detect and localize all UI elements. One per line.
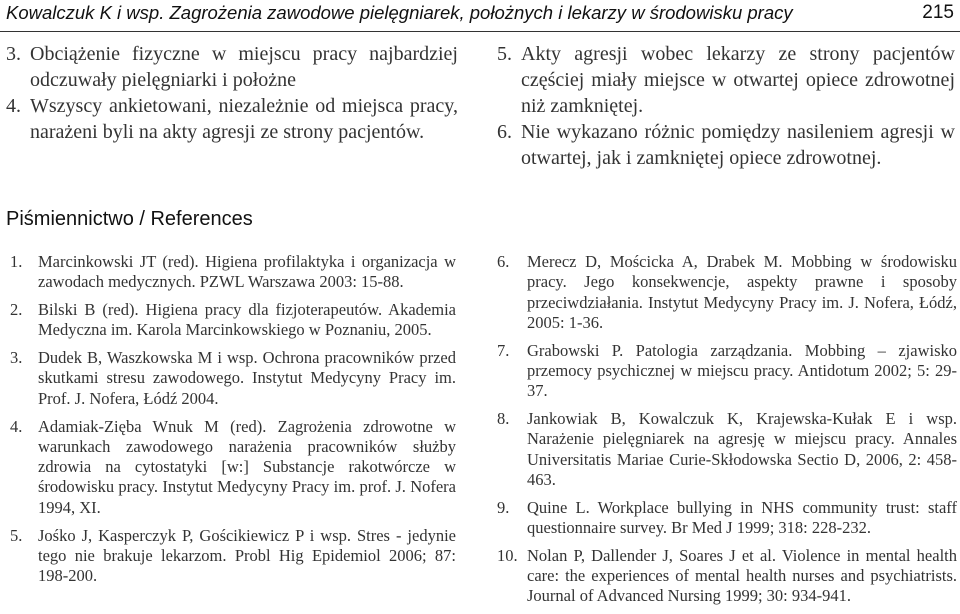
reference-number: 5. (10, 525, 23, 545)
conclusion-item (6, 93, 458, 145)
conclusion-text: Wszyscy ankietowani, niezależnie od miejsca pracy, narażeni byli na akty agresji ze strony pacjentów. (30, 95, 458, 143)
reference-number: 1. (10, 252, 23, 271)
reference-text: Jośko J, Kasperczyk P, Gościkiewicz P i wsp. Stres - jedynie tego nie brakuje lekarzom. Probl Hig Epidemiol 2006; 87: 198-200. (38, 525, 456, 586)
reference-item (497, 252, 957, 333)
reference-number: 2. (10, 300, 23, 320)
references-left-column (10, 252, 456, 594)
page-header (6, 0, 954, 34)
reference-number: 8. (497, 409, 510, 429)
conclusion-number: 6. (497, 121, 512, 143)
reference-item (10, 417, 456, 518)
reference-item (497, 341, 957, 402)
reference-item (10, 526, 456, 587)
reference-item (10, 252, 456, 293)
conclusions-left-column (6, 41, 458, 145)
reference-text: Nolan P, Dallender J, Soares J et al. Violence in mental health care: the experiences of mental health nurses and psychiatrists. Journal of Advanced Nursing 1999; 30: 934-941. (527, 545, 957, 606)
page-number: 215 (922, 2, 954, 23)
reference-text: Marcinkowski JT (red). Higiena profilaktyka i organizacja w zawodach medycznych. PZWL Warszawa 2003: 15-88. (38, 252, 456, 292)
conclusion-item (6, 41, 458, 93)
reference-item (497, 498, 957, 539)
references-heading: Piśmiennictwo / References (6, 208, 253, 230)
reference-number: 10. (497, 545, 518, 565)
reference-text: Merecz D, Mościcka A, Drabek M. Mobbing w środowisku pracy. Jego konsekwencje, aspekty prawne i sposoby przeciwdziałania. Instytut Medycyny Pracy im. J. Nofera, Łódź, 2005: 1-36. (527, 252, 957, 332)
reference-number: 9. (497, 497, 510, 517)
running-title: Kowalczuk K i wsp. Zagrożenia zawodowe pielęgniarek, położnych i lekarzy w środowisku pracy (6, 2, 793, 23)
reference-number: 4. (10, 416, 23, 436)
reference-text: Adamiak-Zięba Wnuk M (red). Zagrożenia zdrowotne w warunkach zawodowego narażenia pracowników służby zdrowia na cytostatyki [w:] Substancje rakotwórcze w środowisku pracy. Instytut Medycyny Pracy im. prof. J. Nofera 1994, XI. (38, 416, 456, 517)
reference-text: Quine L. Workplace bullying in NHS community trust: staff questionnaire survey. Br Med J 1999; 318: 228-232. (527, 497, 957, 538)
reference-item (10, 300, 456, 341)
reference-number: 3. (10, 348, 23, 368)
conclusion-number: 3. (6, 43, 21, 65)
reference-item (10, 348, 456, 409)
reference-number: 7. (497, 340, 510, 360)
conclusion-text: Obciążenie fizyczne w miejscu pracy najbardziej odczuwały pielęgniarki i położne (30, 43, 458, 91)
reference-item (497, 409, 957, 490)
reference-text: Jankowiak B, Kowalczuk K, Krajewska-Kułak E i wsp. Narażenie pielęgniarek na agresję w miejscu pracy. Annales Universitatis Mariae Curie-Skłodowska Sectio D, 2006, 2: 458-463. (527, 409, 957, 489)
reference-text: Dudek B, Waszkowska M i wsp. Ochrona pracowników przed skutkami stresu zawodowego. Instytut Medycyny Pracy im. Prof. J. Nofera, Łódź 2004. (38, 348, 456, 408)
reference-text: Bilski B (red). Higiena pracy dla fizjoterapeutów. Akademia Medyczna im. Karola Marcinkowskiego w Poznaniu, 2005. (38, 300, 456, 340)
conclusion-number: 5. (497, 43, 512, 65)
header-divider (0, 31, 960, 32)
reference-text: Grabowski P. Patologia zarządzania. Mobbing – zjawisko przemocy psychicznej w miejscu pracy. Antidotum 2002; 5: 29-37. (527, 340, 957, 401)
conclusion-item (497, 119, 955, 171)
references-right-column (497, 252, 957, 614)
conclusion-item (497, 41, 955, 119)
reference-item (497, 546, 957, 607)
conclusion-text: Nie wykazano różnic pomiędzy nasileniem agresji w otwartej, jak i zamkniętej opiece zdrowotnej. (521, 121, 955, 169)
reference-number: 6. (497, 252, 510, 271)
conclusion-number: 4. (6, 95, 21, 117)
conclusions-right-column (497, 41, 955, 171)
conclusion-text: Akty agresji wobec lekarzy ze strony pacjentów częściej miały miejsce w otwartej opiece zdrowotnej niż zamkniętej. (521, 43, 955, 117)
